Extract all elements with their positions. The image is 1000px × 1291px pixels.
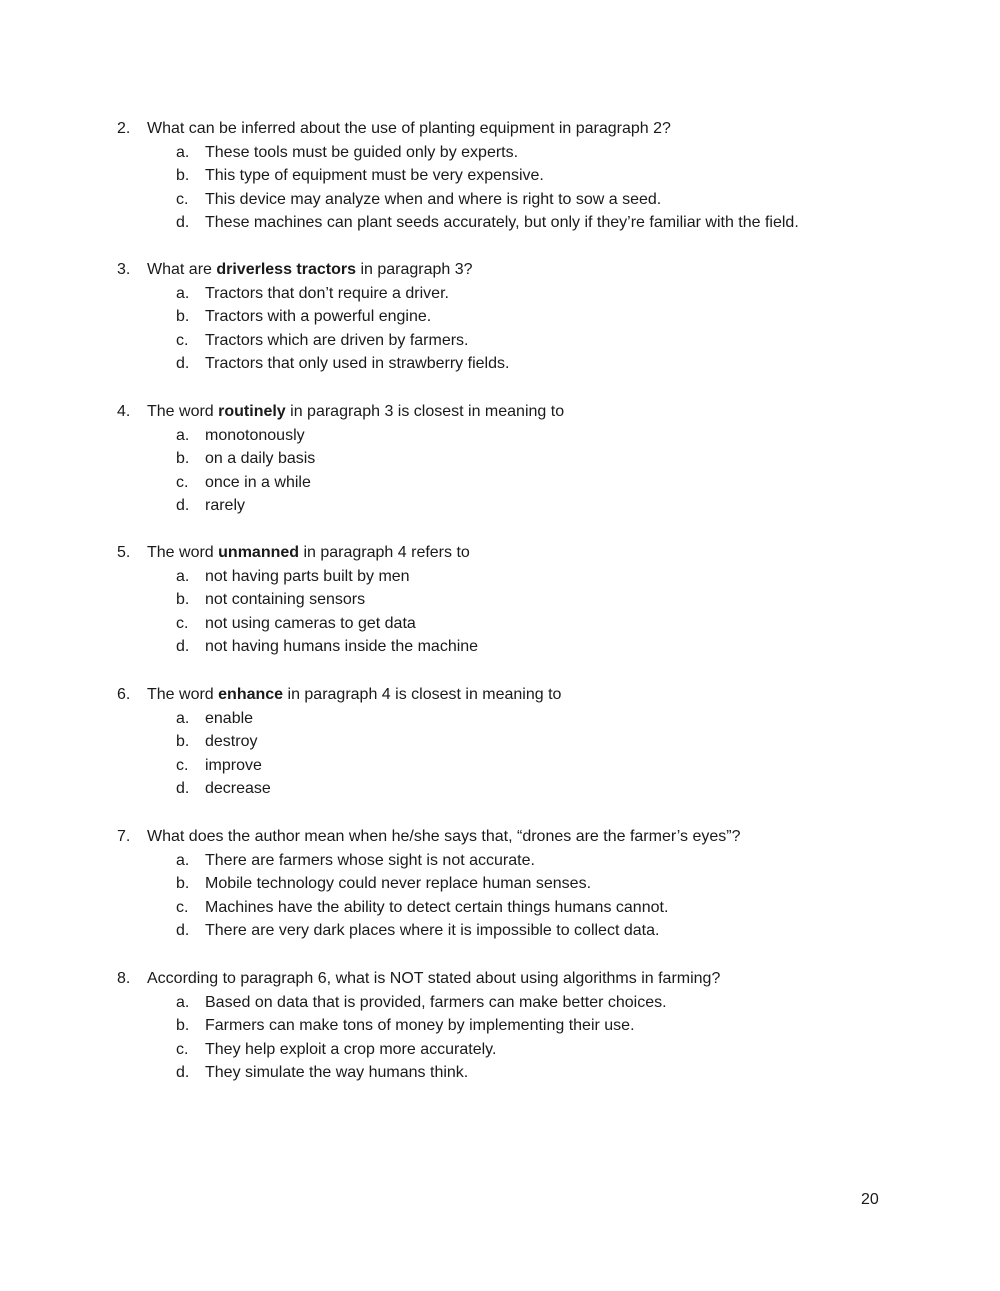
question-8 — [117, 967, 897, 1085]
question-5 — [117, 541, 897, 659]
question-2 — [117, 117, 897, 235]
option-c: c. Machines have the ability to detect certain things humans cannot. — [176, 898, 669, 916]
question-number: 2. — [117, 120, 131, 137]
option-b: b. Mobile technology could never replace human senses. — [176, 875, 592, 892]
question-3 — [117, 258, 897, 376]
question-number: 7. — [117, 828, 131, 845]
option-b: b. Tractors with a powerful engine. — [176, 308, 432, 325]
option-d: d. decrease — [176, 780, 271, 797]
question-7 — [117, 825, 897, 943]
question-6 — [117, 683, 897, 801]
option-b: b. Farmers can make tons of money by implementing their use. — [176, 1017, 635, 1034]
option-c: c. Tractors which are driven by farmers. — [176, 331, 469, 349]
option-c: c. They help exploit a crop more accurately. — [176, 1040, 497, 1058]
option-a: a. Based on data that is provided, farmers can make better choices. — [176, 993, 667, 1011]
question-text: What does the author mean when he/she says that, “drones are the farmer’s eyes”? — [147, 828, 741, 845]
option-d: d. These machines can plant seeds accurately, but only if they’re familiar with the field. — [176, 214, 799, 231]
option-a: a. These tools must be guided only by experts. — [176, 143, 519, 161]
option-c: c. once in a while — [176, 473, 311, 491]
option-d: d. rarely — [176, 497, 246, 514]
question-stem — [117, 400, 897, 424]
option-b: b. on a daily basis — [176, 450, 316, 467]
option-b: b. not containing sensors — [176, 591, 366, 608]
option-c: c. This device may analyze when and where is right to sow a seed. — [176, 190, 662, 208]
question-text: The word unmanned in paragraph 4 refers to — [147, 544, 470, 561]
option-a: a. monotonously — [176, 426, 305, 444]
question-number: 4. — [117, 403, 131, 420]
page-number: 20 — [861, 1191, 879, 1208]
option-d: d. There are very dark places where it is impossible to collect data. — [176, 922, 660, 939]
question-text: The word enhance in paragraph 4 is closest in meaning to — [147, 686, 562, 703]
option-a: a. Tractors that don’t require a driver. — [176, 284, 449, 302]
option-b: b. destroy — [176, 733, 258, 750]
question-number: 8. — [117, 970, 131, 987]
option-a: a. not having parts built by men — [176, 567, 410, 585]
question-number: 3. — [117, 261, 131, 278]
question-stem — [117, 258, 897, 282]
option-a: a. enable — [176, 709, 254, 727]
question-stem — [117, 825, 897, 849]
option-c: c. improve — [176, 756, 262, 774]
question-number: 6. — [117, 686, 131, 703]
question-4 — [117, 400, 897, 518]
option-c: c. not using cameras to get data — [176, 614, 416, 632]
option-a: a. There are farmers whose sight is not accurate. — [176, 851, 535, 869]
question-stem — [117, 117, 897, 141]
option-d: d. not having humans inside the machine — [176, 638, 479, 655]
question-text: What are driverless tractors in paragraph 3? — [147, 261, 473, 278]
option-d: d. They simulate the way humans think. — [176, 1064, 469, 1081]
question-number: 5. — [117, 544, 131, 561]
question-stem — [117, 683, 897, 707]
option-b: b. This type of equipment must be very expensive. — [176, 167, 544, 184]
question-stem — [117, 541, 897, 565]
question-stem — [117, 967, 897, 991]
question-text: The word routinely in paragraph 3 is closest in meaning to — [147, 403, 565, 420]
question-text: What can be inferred about the use of planting equipment in paragraph 2? — [147, 120, 671, 137]
question-text: According to paragraph 6, what is NOT stated about using algorithms in farming? — [147, 970, 721, 987]
option-d: d. Tractors that only used in strawberry fields. — [176, 355, 510, 372]
